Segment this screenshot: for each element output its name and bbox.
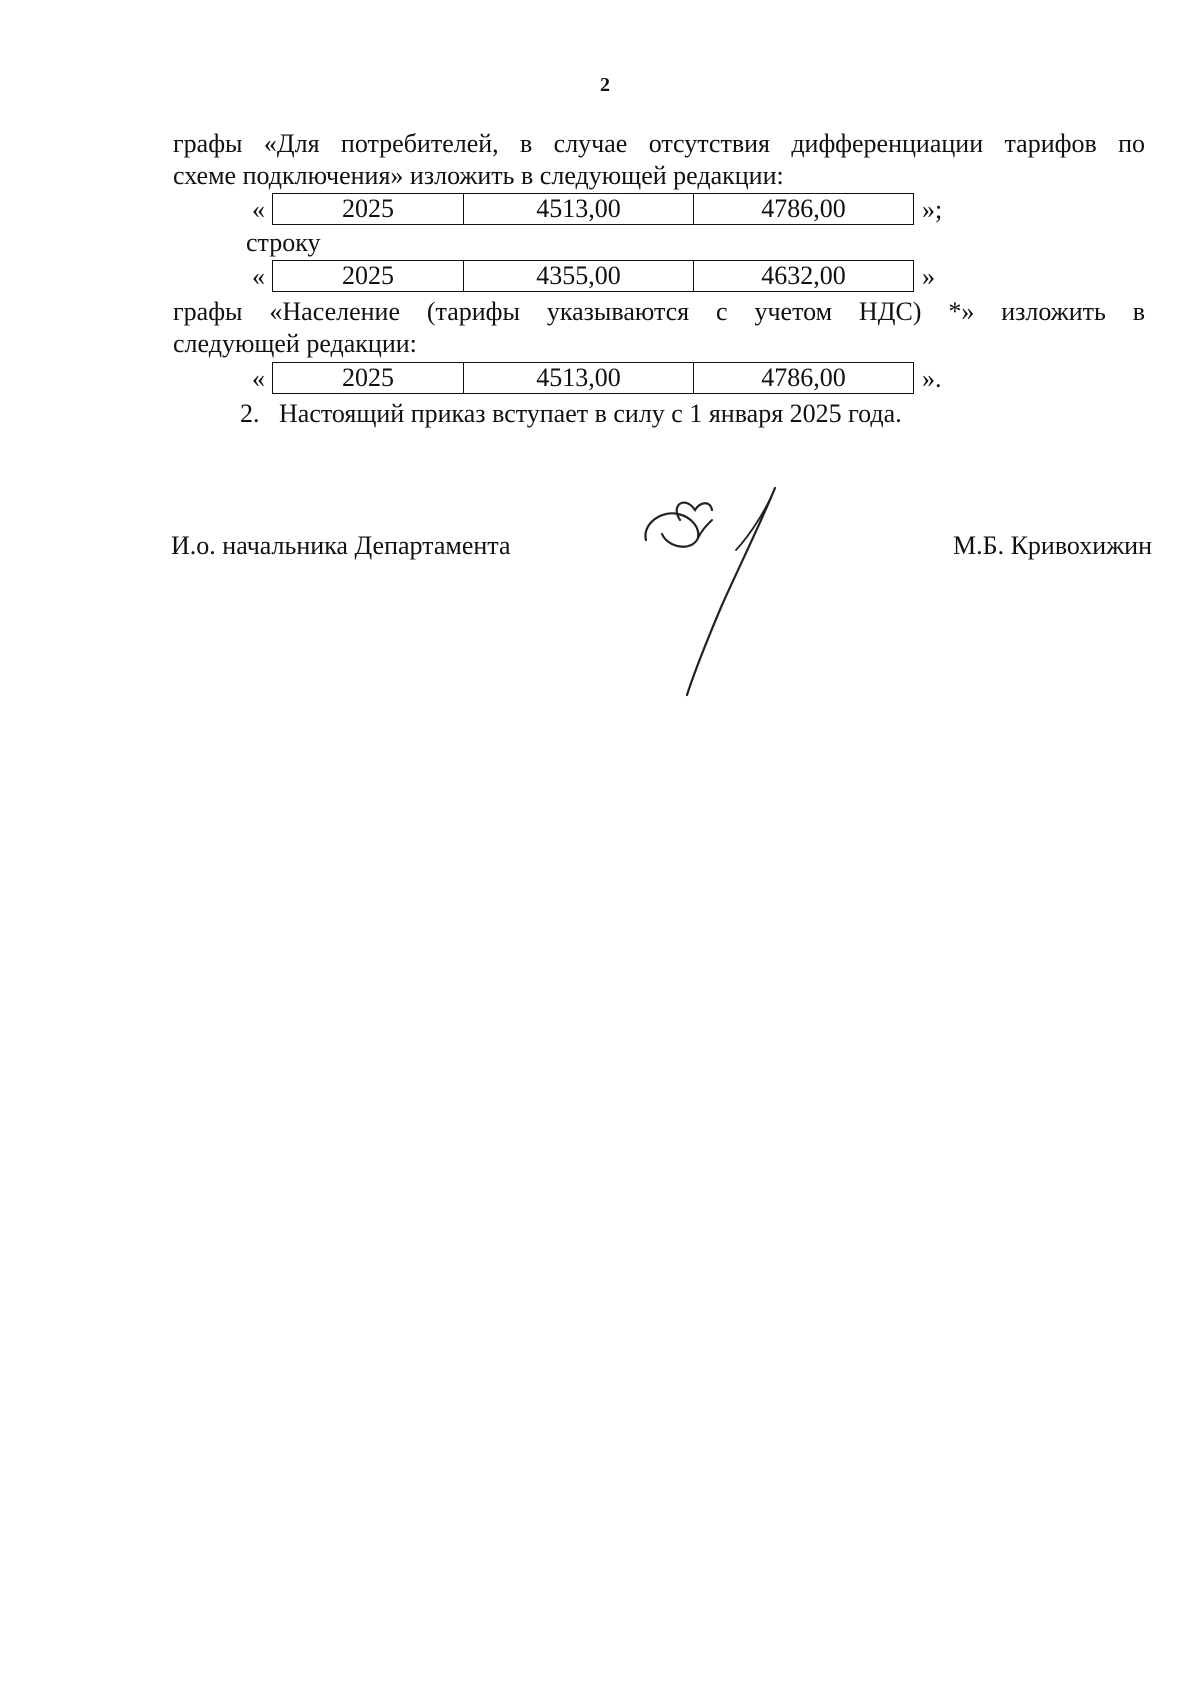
cell-tariff-h2: 4632,00 — [693, 261, 913, 291]
signatory-title: И.о. начальника Департамента — [171, 531, 511, 560]
paragraph-consumers-line2: схеме подключения» изложить в следующей редакции: — [173, 161, 784, 190]
signature-image — [640, 480, 800, 710]
cell-year: 2025 — [342, 363, 394, 392]
quote-open: « — [252, 364, 265, 393]
cell-year: 2025 — [342, 194, 394, 223]
word-stroku: строку — [246, 228, 321, 257]
quote-open: « — [252, 262, 265, 291]
clause-2: 2. Настоящий приказ вступает в силу с 1 января 2025 года. — [240, 399, 902, 428]
quote-close: »; — [922, 195, 943, 224]
table-row-cells — [272, 193, 914, 225]
paragraph-population-line1: графы «Население (тарифы указываются с учетом НДС) *» изложить в — [173, 297, 1145, 326]
cell-tariff-h1: 4355,00 — [463, 261, 693, 291]
paragraph-population-line2: следующей редакции: — [173, 329, 417, 358]
paragraph-consumers-line1: графы «Для потребителей, в случае отсутствия дифференциации тарифов по — [173, 129, 1145, 158]
cell-year: 2025 — [342, 261, 394, 290]
cell-tariff-h2: 4786,00 — [693, 363, 913, 393]
quote-close: ». — [922, 364, 942, 393]
quote-open: « — [252, 195, 265, 224]
cell-tariff-h1: 4513,00 — [463, 363, 693, 393]
signatory-name: М.Б. Кривохижин — [953, 531, 1152, 560]
page-number: 2 — [600, 74, 610, 96]
table-row-cells — [272, 260, 914, 292]
table-row-cells — [272, 362, 914, 394]
cell-tariff-h2: 4786,00 — [693, 194, 913, 224]
cell-tariff-h1: 4513,00 — [463, 194, 693, 224]
quote-close: » — [922, 262, 935, 291]
